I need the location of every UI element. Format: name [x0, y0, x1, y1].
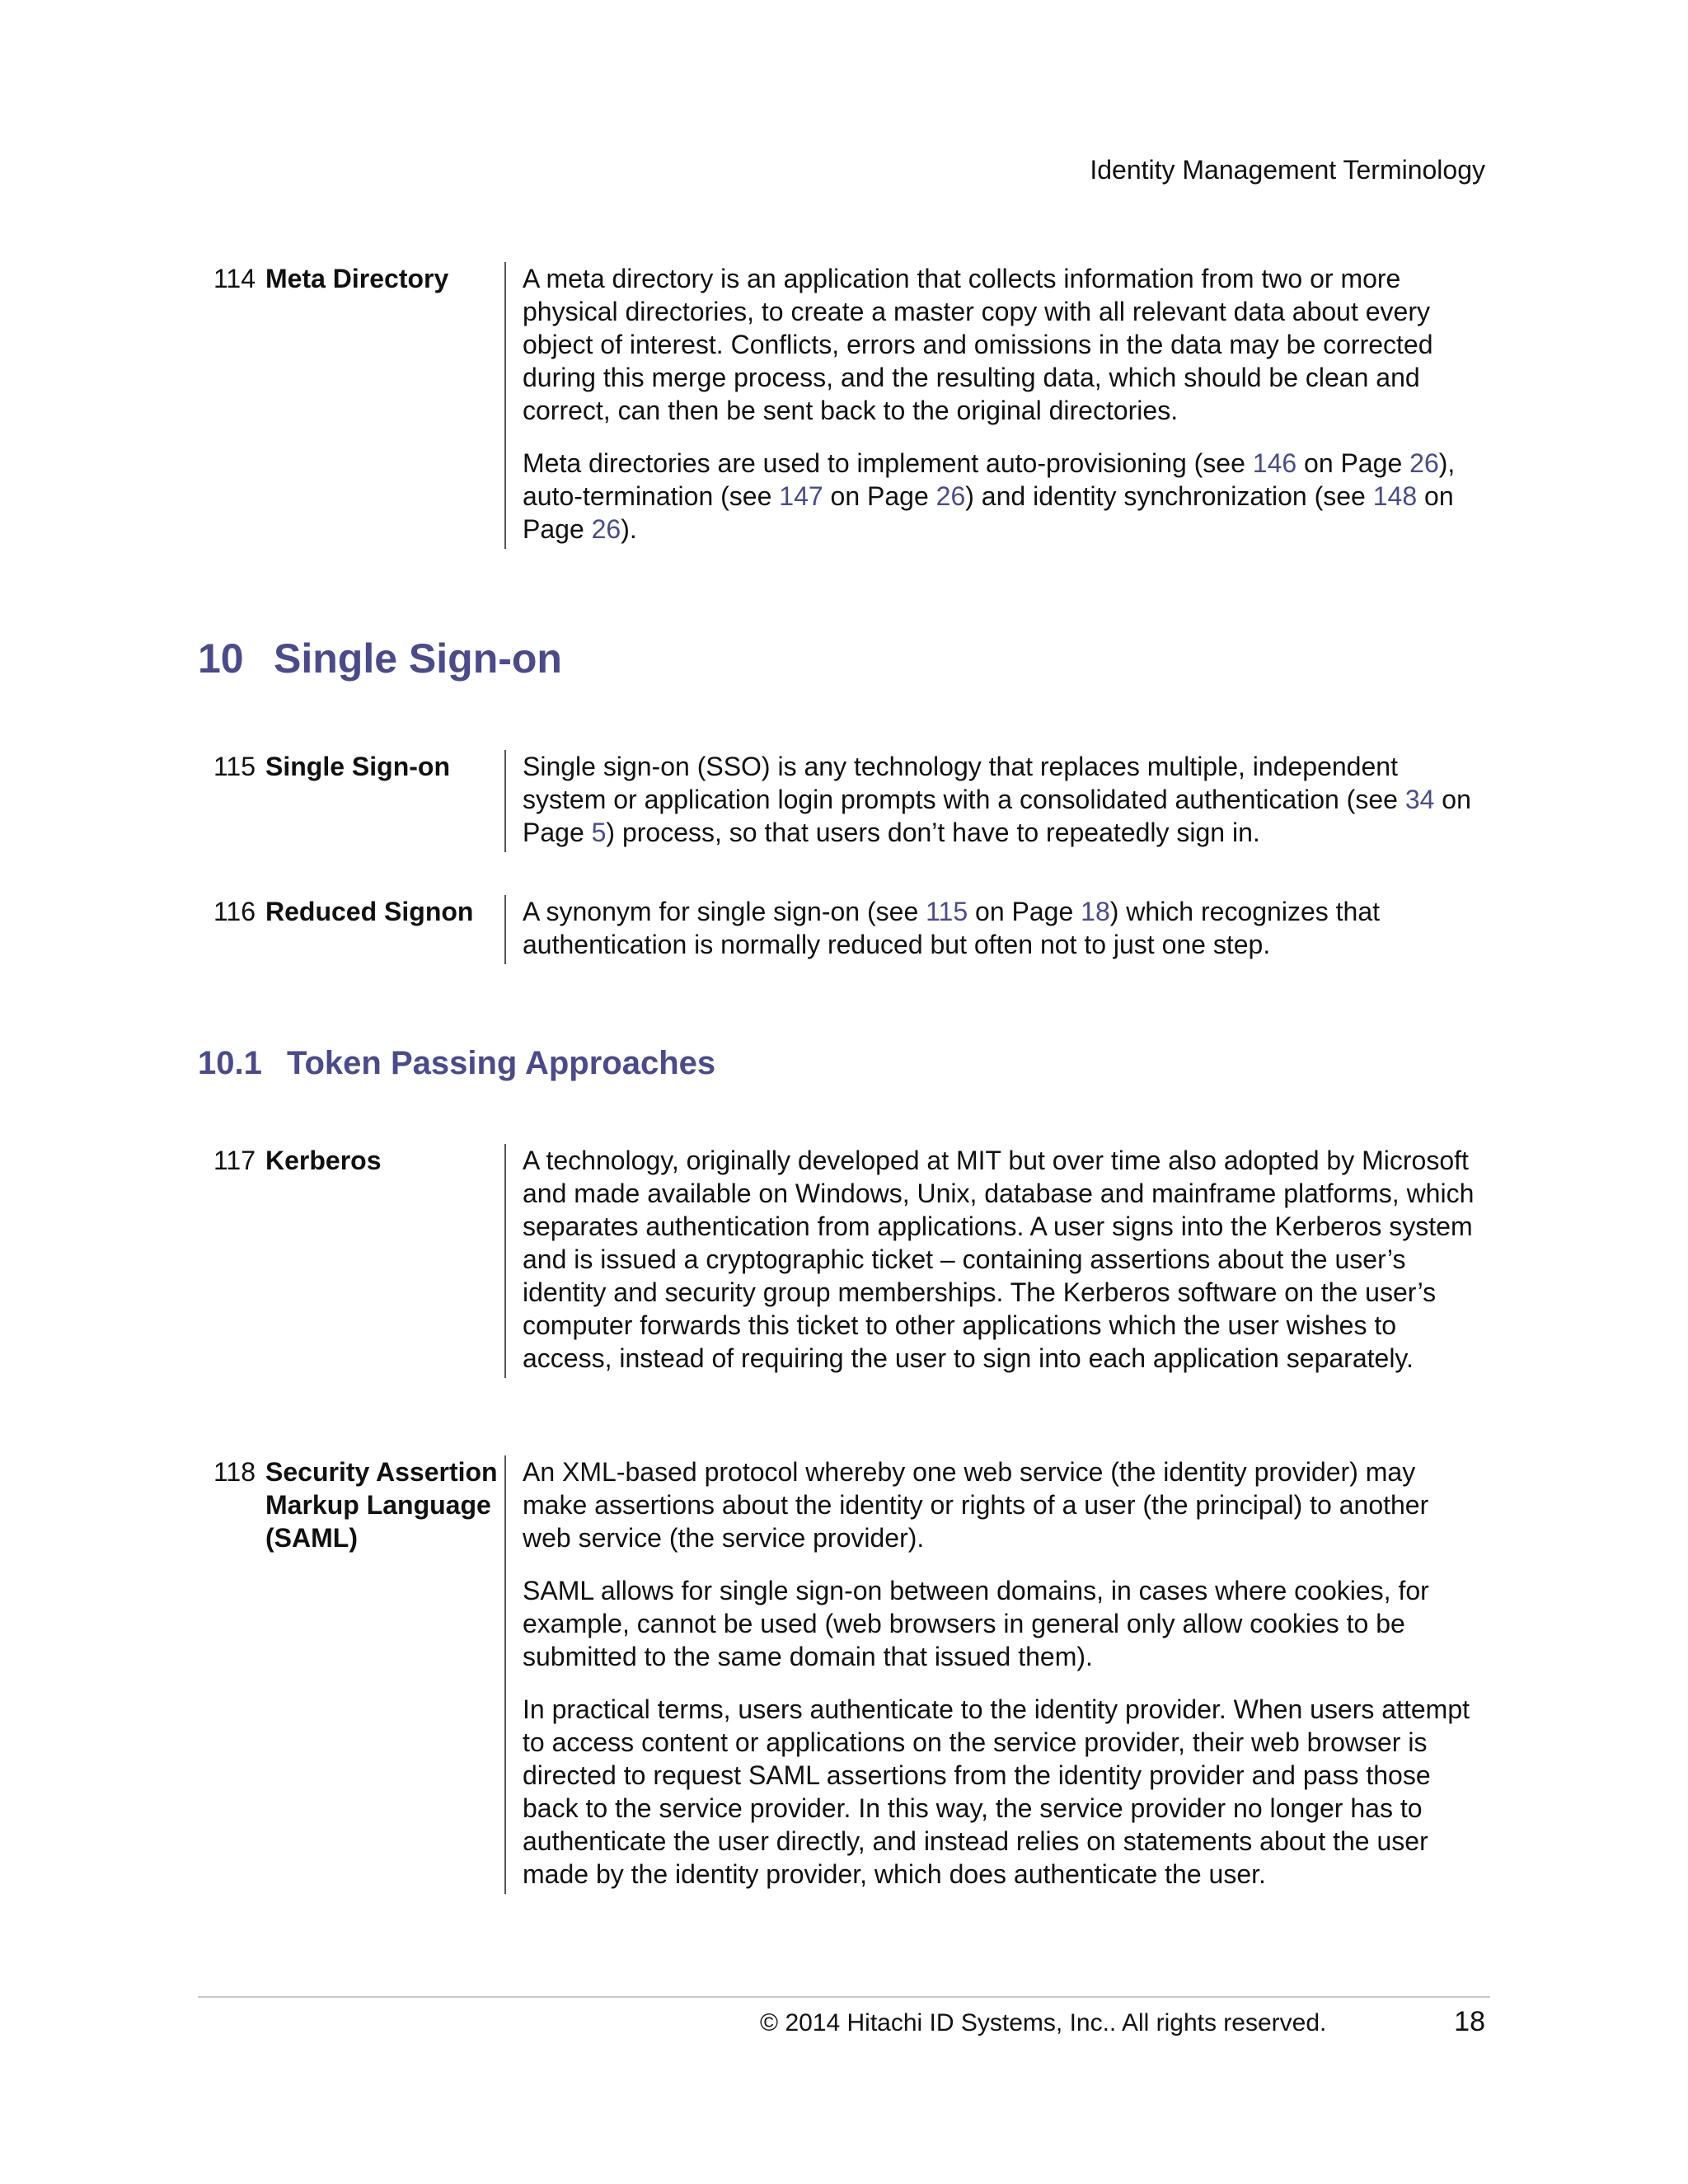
entry-number: 114: [213, 264, 256, 293]
entry-term: Single Sign-on: [265, 752, 450, 781]
text-run: ), auto-termination (see: [523, 448, 1456, 511]
definition-paragraph: [523, 750, 1484, 849]
entry-definition: [504, 750, 1484, 852]
entry-number: 117: [213, 1146, 256, 1175]
definition-paragraph: [523, 447, 1484, 546]
entry-number: 118: [213, 1457, 256, 1487]
section-number: 10.1: [198, 1045, 262, 1081]
entry-term: Meta Directory: [265, 264, 449, 293]
text-run: A synonym for single sign-on (see: [523, 897, 926, 926]
cross-reference-link[interactable]: 147: [779, 481, 823, 511]
entry-definition: [504, 1455, 1484, 1894]
text-run: ) which recognizes that authentication is normally reduced but often not to just one step.: [523, 897, 1380, 959]
cross-reference-link[interactable]: 115: [926, 897, 968, 926]
page-reference-link[interactable]: 18: [1081, 897, 1110, 926]
cross-reference-link[interactable]: 146: [1252, 448, 1297, 478]
subsection-heading: [198, 1045, 715, 1082]
definition-paragraph: SAML allows for single sign-on between domains, in cases where cookies, for example, cannot be used (web browsers in general only allow cookies to be submitted to the same domain that issued them).: [523, 1576, 1429, 1671]
text-run: on Page: [823, 481, 936, 511]
entry-term: Kerberos: [265, 1146, 382, 1175]
entry-term: Reduced Signon: [265, 897, 474, 926]
text-run: ) process, so that users don’t have to repeatedly sign in.: [606, 818, 1260, 847]
glossary-entry-116: [198, 895, 1484, 964]
text-run: on Page: [968, 897, 1081, 926]
page-number: 18: [1454, 2006, 1485, 2037]
text-run: ) and identity synchronization (see: [965, 481, 1373, 511]
definition-paragraph: In practical terms, users authenticate to the identity provider. When users attempt to access content or applications on the service provider, their web browser is directed to request SAML assertions from the identity provider and pass those back to the service provider. In this way, the service provider no longer has to authenticate the user directly, and instead relies on statements about the user made by the identity provider, which does authenticate the user.: [523, 1694, 1470, 1889]
entry-term: Security Assertion Markup Language (SAML): [265, 1457, 498, 1553]
cross-reference-link[interactable]: 34: [1404, 785, 1435, 814]
page-reference-link[interactable]: 5: [591, 818, 607, 847]
text-run: Meta directories are used to implement auto-provisioning (see: [523, 448, 1253, 478]
section-title: Token Passing Approaches: [287, 1045, 716, 1081]
definition-paragraph: [523, 895, 1484, 961]
page-reference-link[interactable]: 26: [935, 481, 966, 511]
text-run: on Page: [1296, 448, 1410, 478]
section-title: Single Sign-on: [274, 635, 562, 682]
definition-paragraph: A technology, originally developed at MIT but over time also adopted by Microsoft and made available on Windows, Unix, database and mainframe platforms, which separates authentication from applications. A user signs into the Kerberos system and is issued a cryptographic ticket – containing assertions about the user’s identity and security group memberships. The Kerberos software on the user’s computer forwards this ticket to other applications which the user wishes to access, instead of requiring the user to sign into each application separately.: [523, 1146, 1475, 1373]
cross-reference-link[interactable]: 148: [1372, 481, 1418, 511]
text-run: Single sign-on (SSO) is any technology that replaces multiple, independent system or application login prompts with a consolidated authentication (see: [523, 752, 1405, 814]
definition-paragraph: A meta directory is an application that collects information from two or more physical directories, to create a master copy with all relevant data about every object of interest. Conflicts, errors and omissions in the data may be corrected during this merge process, and the resulting data, which should be clean and correct, can then be sent back to the original directories.: [523, 264, 1433, 425]
footer-copyright: © 2014 Hitachi ID Systems, Inc.. All rights reserved.: [760, 2009, 1327, 2036]
entry-number: 115: [213, 752, 256, 781]
entry-number: 116: [213, 897, 256, 926]
entry-definition: [504, 895, 1484, 964]
text-run: on Page: [523, 481, 1454, 544]
section-number: 10: [198, 635, 244, 682]
text-run: on Page: [523, 785, 1471, 847]
section-heading: [198, 635, 562, 682]
running-header: Identity Management Terminology: [1090, 155, 1485, 185]
entry-definition: [504, 1144, 1484, 1378]
page-reference-link[interactable]: 26: [591, 514, 621, 544]
glossary-entry-118: [198, 1455, 1484, 1894]
definition-paragraph: An XML-based protocol whereby one web service (the identity provider) may make assertions about the identity or rights of a user (the principal) to another web service (the service provider).: [523, 1457, 1429, 1553]
page-reference-link[interactable]: 26: [1409, 448, 1439, 478]
entry-definition: [504, 262, 1484, 549]
glossary-entry-117: [198, 1144, 1484, 1378]
footer-divider: [198, 1996, 1490, 1998]
glossary-entry-115: [198, 750, 1484, 852]
text-run: ).: [621, 514, 637, 544]
glossary-entry-114: [198, 262, 1484, 549]
